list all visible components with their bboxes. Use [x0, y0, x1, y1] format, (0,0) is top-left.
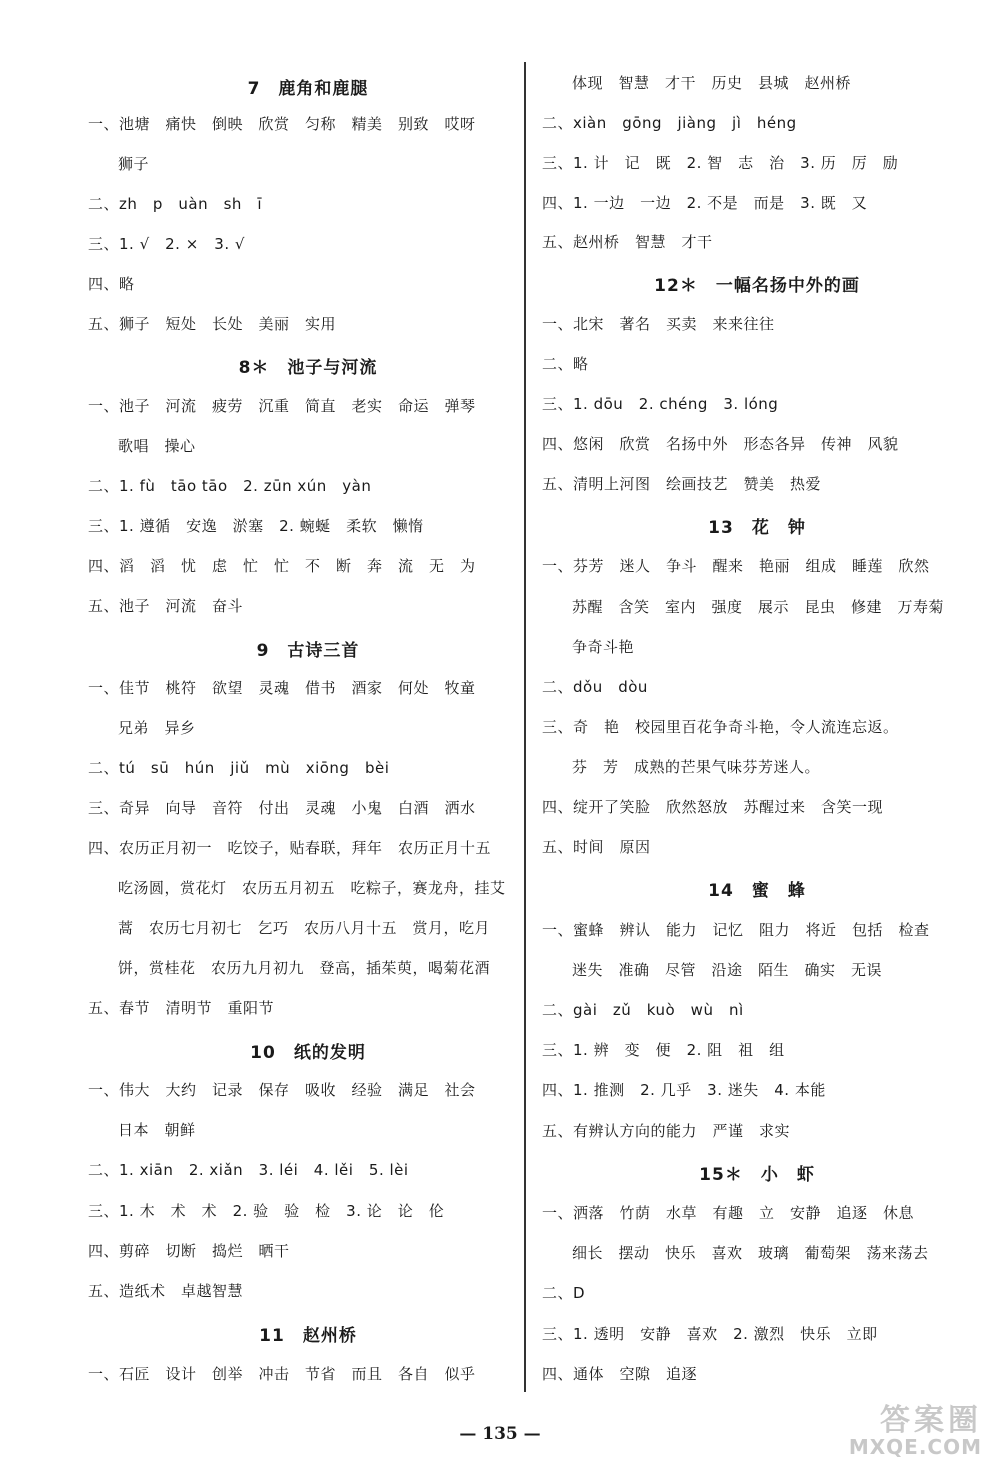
answer-line: 四、绽开了笑脸 欣然怒放 苏醒过来 含笑一现: [542, 798, 884, 816]
answer-line: 一、石匠 设计 创举 冲击 节省 而且 各自 似乎: [88, 1365, 476, 1383]
answer-line: 细长 摆动 快乐 喜欢 玻璃 葡萄架 荡来荡去: [572, 1244, 929, 1262]
answer-line: 蒿 农历七月初七 乞巧 农历八月十五 赏月，吃月: [118, 919, 491, 937]
answer-line: 三、奇 艳 校园里百花争奇斗艳，令人流连忘返。: [542, 718, 899, 736]
answer-line: 二、tú sū hún jiǔ mù xiōng bèi: [88, 759, 390, 777]
section-title-8: 8＊ 池子与河流: [238, 358, 378, 378]
answer-line: 歌唱 操心: [118, 437, 196, 455]
answer-line: 四、悠闲 欣赏 名扬中外 形态各异 传神 风貌: [542, 435, 899, 453]
answer-line: 四、剪碎 切断 捣烂 晒干: [88, 1242, 290, 1260]
answer-line: 五、赵州桥 智慧 才干: [542, 233, 713, 251]
answer-line: 争奇斗艳: [572, 638, 635, 656]
answer-line: 一、池子 河流 疲劳 沉重 简直 老实 命运 弹琴: [88, 397, 476, 415]
answer-line: 三、1. 辨 变 便 2. 阻 祖 组: [542, 1041, 785, 1059]
answer-line: 一、洒落 竹荫 水草 有趣 立 安静 追逐 休息: [542, 1204, 915, 1222]
answer-line: 二、gài zǔ kuò wù nì: [542, 1001, 744, 1019]
answer-line: 二、1. xiān 2. xiǎn 3. léi 4. lěi 5. lèi: [88, 1161, 409, 1179]
answer-line: 一、北宋 著名 买卖 来来往往: [542, 315, 775, 333]
section-title-14: 14 蜜 蜂: [708, 881, 806, 901]
section-title-9: 9 古诗三首: [256, 641, 360, 661]
answer-line: 二、1. fù tāo tāo 2. zūn xún yàn: [88, 477, 372, 495]
answer-line: 一、池塘 痛快 倒映 欣赏 匀称 精美 别致 哎呀: [88, 115, 476, 133]
answer-line: 狮子: [118, 155, 150, 173]
answer-line: 体现 智慧 才干 历史 县城 赵州桥: [572, 74, 852, 92]
answer-line: 五、有辨认方向的能力 严谨 求实: [542, 1122, 791, 1140]
answer-line: 三、1. 透明 安静 喜欢 2. 激烈 快乐 立即: [542, 1325, 878, 1343]
answer-line: 兄弟 异乡: [118, 719, 196, 737]
column-divider: [524, 62, 526, 1392]
answer-line: 二、D: [542, 1284, 586, 1302]
watermark-text: 答案圈: [880, 1403, 982, 1438]
answer-line: 二、dǒu dòu: [542, 678, 648, 696]
answer-line: 五、春节 清明节 重阳节: [88, 999, 275, 1017]
answer-line: 三、1. dōu 2. chéng 3. lóng: [542, 395, 779, 413]
answer-line: 饼，赏桂花 农历九月初九 登高，插茱萸，喝菊花酒: [118, 959, 491, 977]
answer-line: 三、1. 计 记 既 2. 智 志 治 3. 历 厉 励: [542, 154, 899, 172]
answer-line: 四、滔 滔 忧 虑 忙 忙 不 断 奔 流 无 为: [88, 557, 476, 575]
section-title-7: 7 鹿角和鹿腿: [247, 79, 369, 99]
answer-line: 四、1. 一边 一边 2. 不是 而是 3. 既 又: [542, 194, 868, 212]
answer-line: 二、zh p uàn sh ī: [88, 195, 263, 213]
answer-line: 一、伟大 大约 记录 保存 吸收 经验 满足 社会: [88, 1081, 476, 1099]
section-title-11: 11 赵州桥: [259, 1326, 357, 1346]
section-title-12: 12＊ 一幅名扬中外的画: [654, 276, 860, 296]
answer-line: 五、清明上河图 绘画技艺 赞美 热爱: [542, 475, 822, 493]
answer-line: 四、1. 推测 2. 几乎 3. 迷失 4. 本能: [542, 1081, 826, 1099]
answer-line: 芬 芳 成熟的芒果气味芬芳迷人。: [572, 758, 821, 776]
answer-line: 苏醒 含笑 室内 强度 展示 昆虫 修建 万寿菊: [572, 598, 945, 616]
answer-line: 三、1. √ 2. × 3. √: [88, 235, 245, 253]
answer-line: 四、农历正月初一 吃饺子，贴春联，拜年 农历正月十五: [88, 839, 492, 857]
answer-line: 日本 朝鲜: [118, 1121, 196, 1139]
answer-line: 一、蜜蜂 辨认 能力 记忆 阻力 将近 包括 检查: [542, 921, 930, 939]
answer-line: 二、略: [542, 355, 589, 373]
section-title-15: 15＊ 小 虾: [699, 1165, 815, 1185]
page-number: — 135 —: [459, 1424, 541, 1444]
answer-line: 五、时间 原因: [542, 838, 651, 856]
section-title-13: 13 花 钟: [708, 518, 806, 538]
answer-line: 迷失 准确 尽管 沿途 陌生 确实 无误: [572, 961, 883, 979]
answer-line: 四、通体 空隙 追逐: [542, 1365, 698, 1383]
answer-line: 五、狮子 短处 长处 美丽 实用: [88, 315, 337, 333]
answer-line: 一、芬芳 迷人 争斗 醒来 艳丽 组成 睡莲 欣然: [542, 557, 930, 575]
answer-line: 吃汤圆，赏花灯 农历五月初五 吃粽子，赛龙舟，挂艾: [118, 879, 506, 897]
answer-line: 四、略: [88, 275, 135, 293]
answer-line: 三、1. 木 术 术 2. 验 验 检 3. 论 论 伦: [88, 1202, 445, 1220]
answer-line: 五、造纸术 卓越智慧: [88, 1282, 244, 1300]
watermark-logo: [782, 1395, 982, 1459]
answer-line: 一、佳节 桃符 欲望 灵魂 借书 酒家 何处 牧童: [88, 679, 476, 697]
answer-line: 三、奇异 向导 音符 付出 灵魂 小鬼 白酒 洒水: [88, 799, 476, 817]
watermark-url: MXQE.COM: [848, 1435, 982, 1459]
answer-line: 三、1. 遵循 安逸 淤塞 2. 蜿蜒 柔软 懒惰: [88, 517, 424, 535]
answer-line: 五、池子 河流 奋斗: [88, 597, 244, 615]
section-title-10: 10 纸的发明: [250, 1043, 366, 1063]
answer-line: 二、xiàn gōng jiàng jì héng: [542, 114, 797, 132]
